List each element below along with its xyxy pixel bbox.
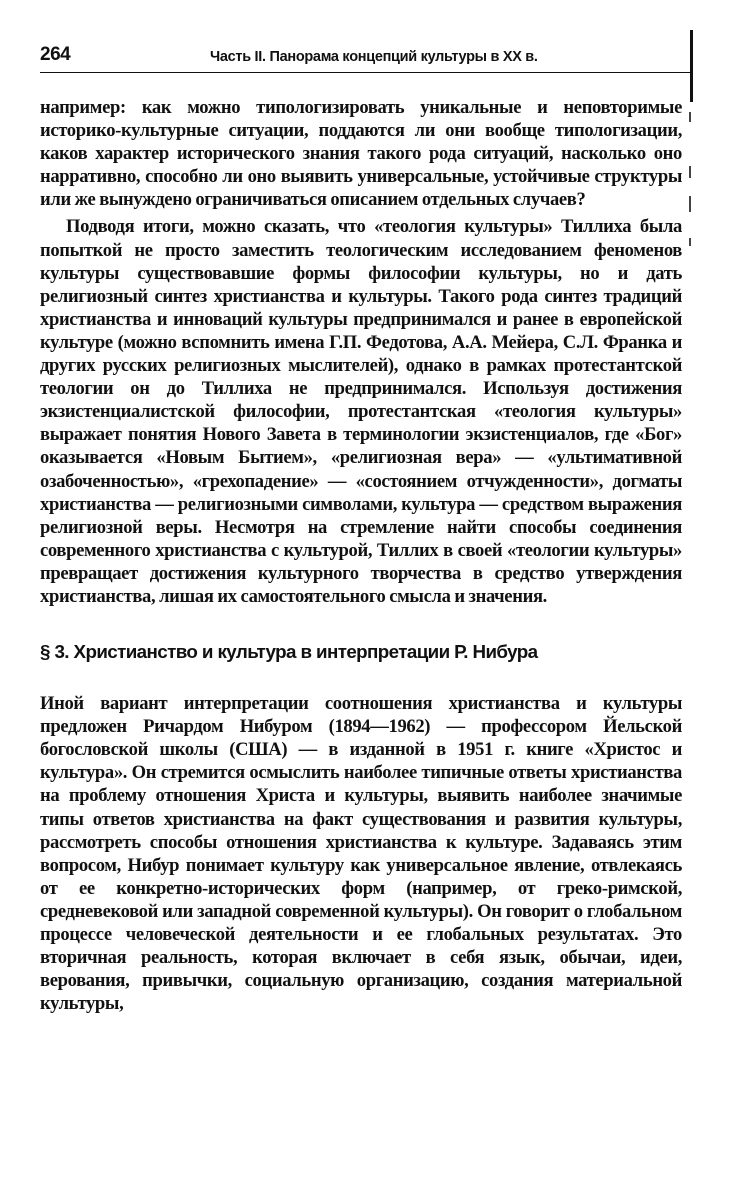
running-header — [40, 36, 682, 66]
body-text — [40, 96, 682, 1015]
page-edge-tick — [689, 238, 691, 246]
page-number: 264 — [40, 44, 71, 65]
book-page — [40, 0, 682, 1183]
page-edge-tick — [689, 112, 691, 122]
page-edge-tick — [689, 196, 691, 212]
paragraph-continuation: например: как можно типологизировать уникальные и неповторимые историко-культурные ситуации, поддаются ли они вообще типологизации, каков характер исторического знания такого рода ситуаций, насколько оно нарративно, способно ли оно выявить универсальные, устойчивые структуры или же вынуждено ограничиваться описанием отдельных случаев? — [40, 97, 682, 211]
page-edge-mark — [690, 30, 693, 102]
paragraph-tillich-summary: Подводя итоги, можно сказать, что «теология культуры» Тиллиха была попыткой не просто заместить теологическим исследованием феноменов культуры существовавшие формы философии культуры, но и дать религиозный синтез христианства и культуры. Такого рода синтез традиций христианства и инноваций культуры предпринимался и ранее в европейской культуре (можно вспомнить имена Г.П. Федотова, А.А. Мейера, С.Л. Франка и других русских религиозных мыслителей), однако в рамках протестантской теологии он до Тиллиха не предпринимался. Используя достижения экзистенциалистской философии, протестантская «теология культуры» выражает понятия Нового Завета в терминологии экзистенциалов, где «Бог» оказывается «Новым Бытием», «религиозная вера» — «ультимативной озабоченностью», «грехопадение» — «состоянием отчужденности», догматы христианства — религиозными символами, культура — средством выражения религиозной веры. Несмотря на стремление найти способы соединения современного христианства с культурой, Тиллих в своей «теологии культуры» превращает достижения культурного творчества в средство утверждения христианства, лишая их самостоятельного смысла и значения. — [40, 216, 682, 607]
section-heading: § 3. Христианство и культура в интерпретации Р. Нибура — [40, 641, 538, 663]
page-edge-tick — [689, 166, 691, 178]
paragraph-niebuhr: Иной вариант интерпретации соотношения христианства и культуры предложен Ричардом Нибуром (1894—1962) — профессором Йельской богословской школы (США) — в изданной в 1951 г. книге «Христос и культура». Он стремится осмыслить наиболее типичные ответы христианства на проблему отношения Христа и культуры, выявить наиболее значимые типы ответов христианства на факт существования и развития культуры, рассмотреть способы отношения христианства к культуре. Задаваясь этим вопросом, Нибур понимает культуру как универсальное явление, отвлекаясь от ее конкретно-исторических форм (например, от греко-римской, средневековой или западной современной культуры). Он говорит о глобальном процессе человеческой деятельности и ее глобальных результатах. Это вторичная реальность, которая включает в себя язык, обычаи, идеи, верования, привычки, социальную организацию, создания материальной культуры, — [40, 693, 682, 1015]
header-rule — [40, 72, 692, 73]
running-title: Часть II. Панорама концепций культуры в XX в. — [210, 49, 538, 65]
